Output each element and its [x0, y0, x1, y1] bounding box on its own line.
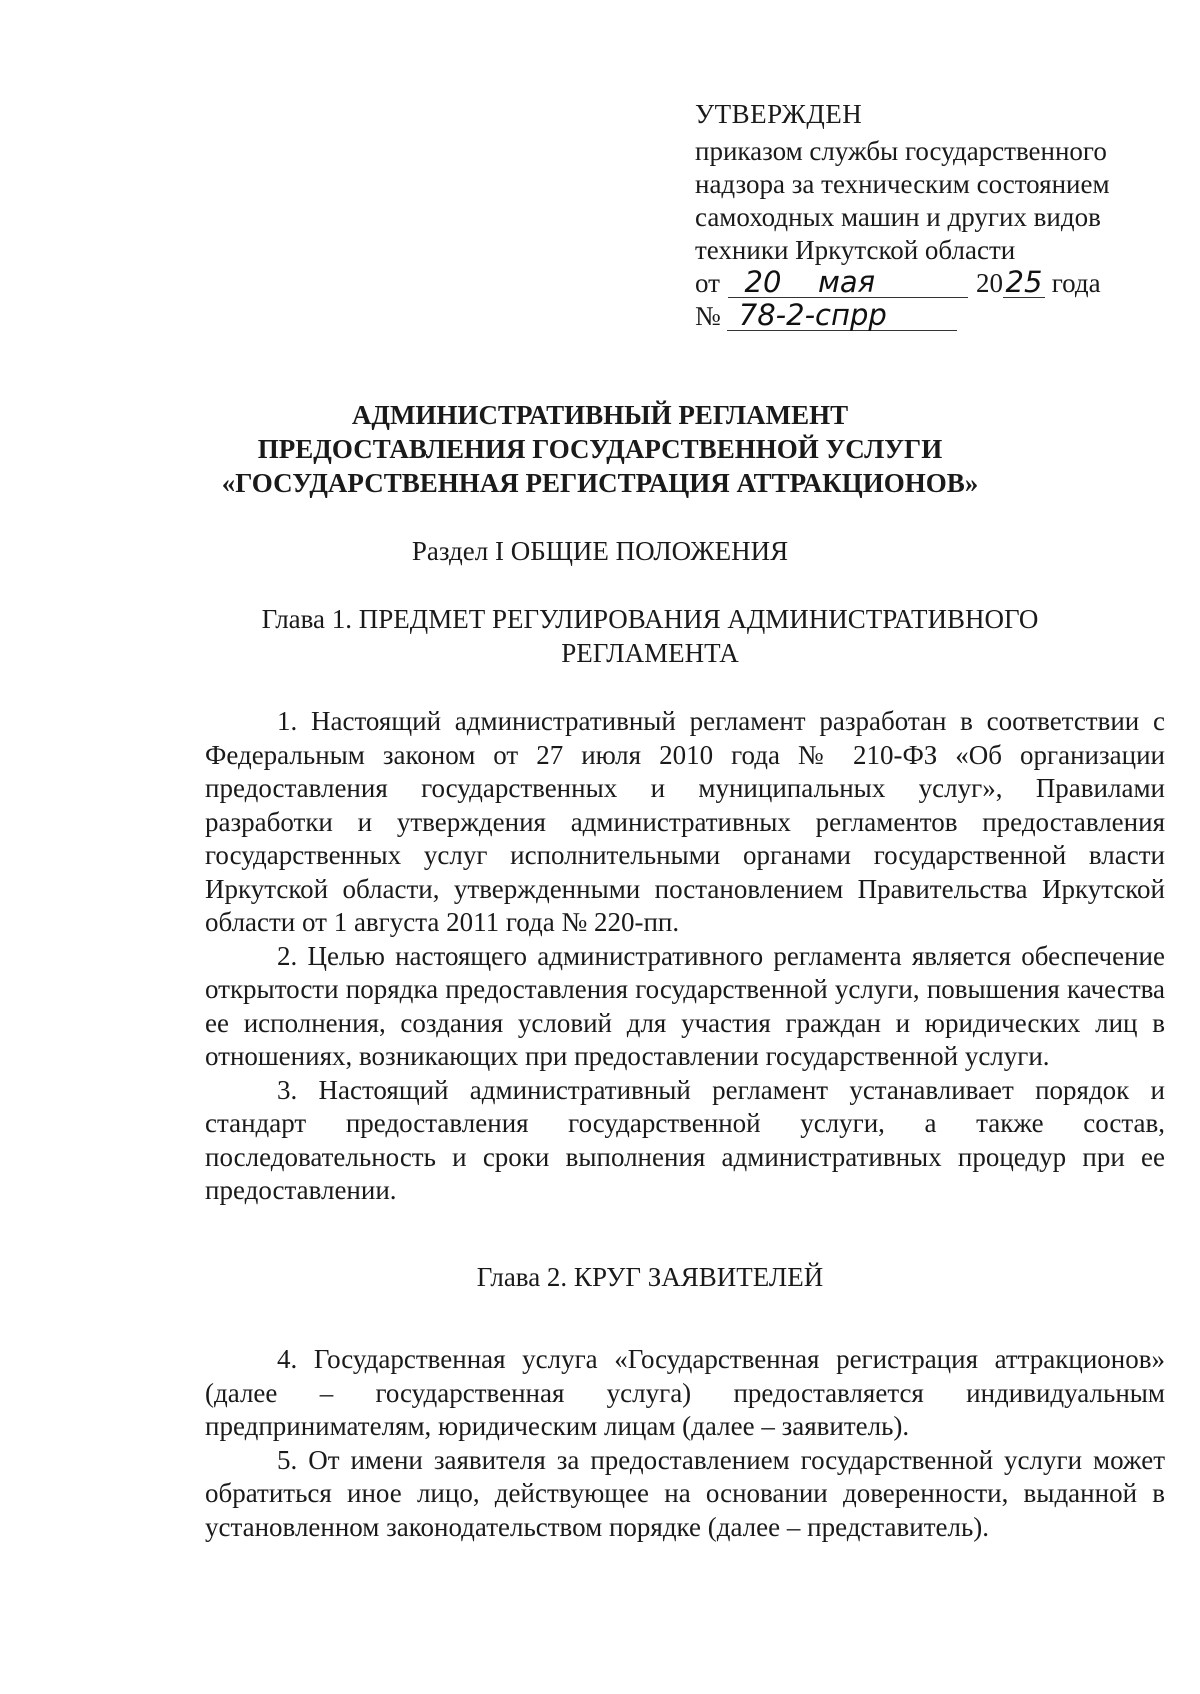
chapter-heading-line: Глава 1. ПРЕДМЕТ РЕГУЛИРОВАНИЯ АДМИНИСТРАТИВНОГО — [261, 604, 1039, 634]
chapter-2-body — [205, 1343, 1165, 1544]
year-prefix: 20 — [975, 268, 1003, 298]
chapter-1-body — [205, 705, 1165, 1208]
chapter-heading-line: РЕГЛАМЕНТА — [561, 638, 739, 668]
paragraph: 3. Настоящий административный регламент устанавливает порядок и стандарт предоставления государственной услуги, а также состав, последовательность и сроки выполнения административных процедур при ее предоставлении. — [205, 1074, 1165, 1205]
paragraph: 4. Государственная услуга «Государственная регистрация аттракционов» (далее – государственная услуга) предоставляется индивидуальным предпринимателям, юридическим лицам (далее – заявитель). — [205, 1344, 1165, 1441]
year-word: года — [1051, 268, 1101, 298]
approval-line: техники Иркутской области — [695, 235, 1016, 265]
section-heading: Раздел I ОБЩИЕ ПОЛОЖЕНИЯ — [411, 536, 789, 566]
approval-block — [695, 98, 1155, 333]
chapter-2-heading: Глава 2. КРУГ ЗАЯВИТЕЛЕЙ — [476, 1262, 824, 1292]
handwritten-number: 78-2-спрр — [727, 300, 957, 331]
title-line: АДМИНИСТРАТИВНЫЙ РЕГЛАМЕНТ — [351, 400, 849, 430]
document-title — [160, 398, 1040, 500]
title-line: ПРЕДОСТАВЛЕНИЯ ГОСУДАРСТВЕННОЙ УСЛУГИ — [257, 434, 943, 464]
approval-line: приказом службы государственного — [695, 136, 1107, 166]
number-prefix: № — [695, 301, 721, 331]
approval-number-line — [695, 300, 1155, 333]
date-prefix: от — [695, 268, 720, 298]
approval-date-line — [695, 267, 1155, 300]
title-line: «ГОСУДАРСТВЕННАЯ РЕГИСТРАЦИЯ АТТРАКЦИОНОВ» — [221, 468, 979, 498]
approval-line: надзора за техническим состоянием — [695, 169, 1110, 199]
paragraph: 5. От имени заявителя за предоставлением государственной услуги может обратиться иное лицо, действующее на основании доверенности, выданной в установленном законодательством порядке (далее – представитель). — [205, 1444, 1165, 1542]
approval-title: УТВЕРЖДЕН — [695, 99, 863, 129]
handwritten-day: 20 — [728, 267, 798, 298]
handwritten-month: мая — [798, 267, 968, 298]
chapter-1-heading — [180, 602, 1120, 670]
handwritten-year: 25 — [1003, 267, 1045, 298]
approval-line: самоходных машин и других видов — [695, 202, 1101, 232]
paragraph: 1. Настоящий административный регламент разработан в соответствии с Федеральным законом от 27 июля 2010 года № 210-ФЗ «Об организации предоставления государственных и муниципальных услуг», Правилами разработки и утверждения административных регламентов предоставления государственных услуг исполнительными органами государственной власти Иркутской области, утвержденными постановлением Правительства Иркутской области от 1 августа 2011 года № 220-пп. — [205, 706, 1165, 937]
paragraph: 2. Целью настоящего административного регламента является обеспечение открытости порядка предоставления государственной услуги, повышения качества ее исполнения, создания условий для участия граждан и юридических лиц в отношениях, возникающих при предоставлении государственной услуги. — [205, 940, 1165, 1071]
